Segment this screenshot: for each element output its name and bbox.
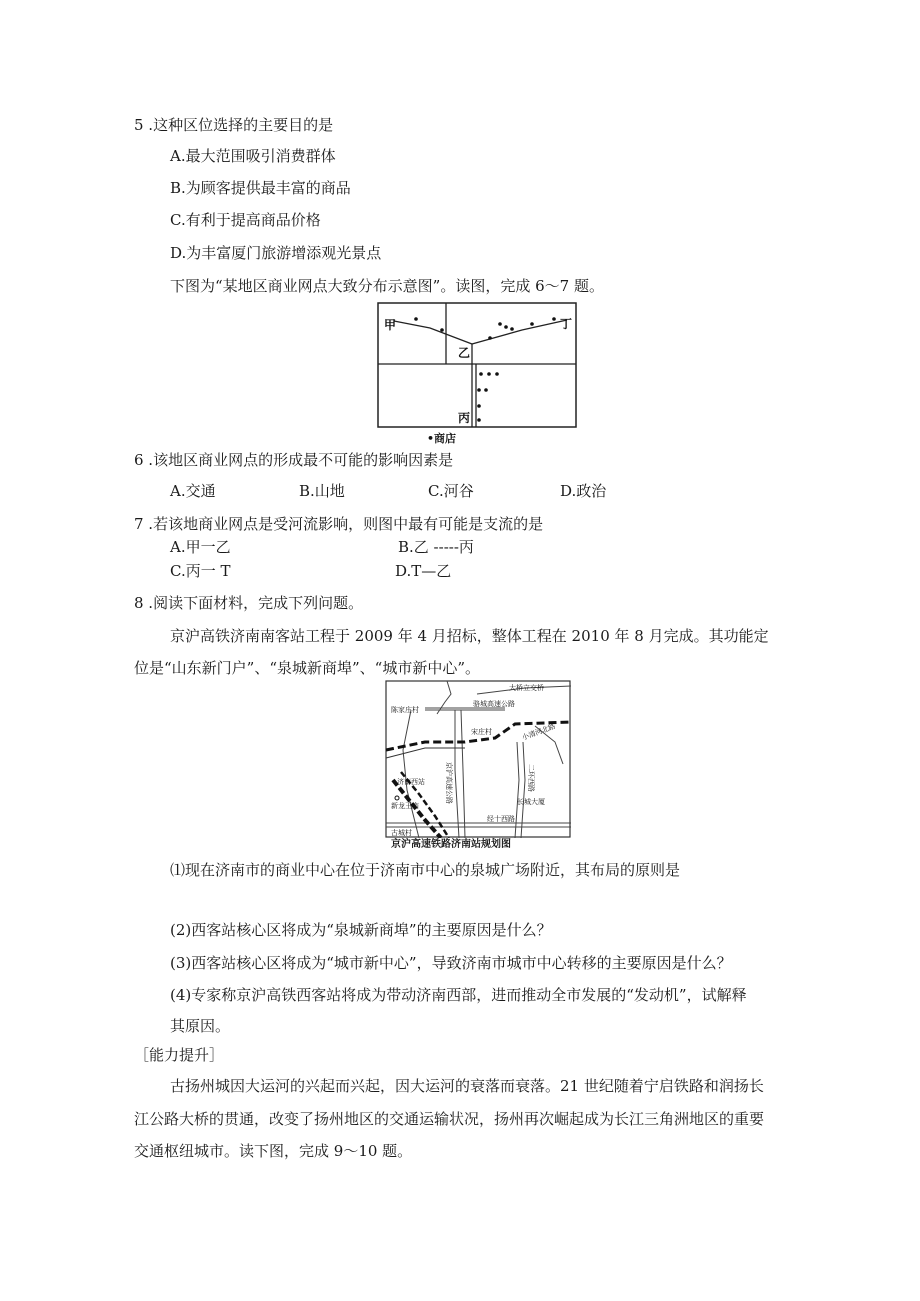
q5-option-b: B.为顾客提供最丰富的商品	[170, 179, 351, 197]
label-jingshixi: 经十西路	[487, 815, 515, 823]
q6-option-b: B.山地	[299, 482, 345, 500]
label-gucheng: 古城村	[391, 829, 412, 837]
q5-option-d: D.为丰富厦门旅游增添观光景点	[170, 244, 382, 262]
legend-shop: •商店	[427, 432, 457, 445]
label-ding: 丁	[560, 317, 573, 331]
label-erhuanxi: 二环西路	[527, 764, 535, 792]
label-changcheng: 长城大厦	[517, 798, 545, 806]
label-daqiao: 大桥立交桥	[509, 684, 544, 692]
q7-option-b: B.乙 -----丙	[398, 538, 474, 556]
q8-material-line1: 京沪高铁济南南客站工程于 2009 年 4 月招标，整体工程在 2010 年 8 月完成。其功能定	[170, 627, 769, 645]
q6-option-a: A.交通	[170, 482, 216, 500]
q8-material-line2: 位是“山东新门户”、“泉城新商埠”、“城市新中心”。	[134, 659, 481, 677]
q5-option-c: C.有利于提高商品价格	[170, 211, 321, 229]
q8-sub3: (3)西客站核心区将成为“城市新中心”，导致济南市城市中心转移的主要原因是什么？	[170, 954, 732, 972]
q6-option-d: D.政治	[560, 482, 607, 500]
label-luocheng: 骆城高速公路	[473, 700, 515, 708]
label-bing: 丙	[458, 411, 471, 425]
q6-option-c: C.河谷	[428, 482, 474, 500]
q6-stem: 6 .该地区商业网点的形成最不可能的影响因素是	[134, 451, 454, 469]
ability-para-line2: 江公路大桥的贯通，改变了扬州地区的交通运输状况，扬州再次崛起成为长江三角洲地区的重要	[134, 1110, 765, 1128]
label-jinanxizhan: 济南西站	[397, 778, 425, 786]
label-chenjiazhuang: 陈家庄村	[391, 706, 419, 714]
jinan-station-map	[385, 680, 571, 838]
q8-sub4-line2: 其原因。	[170, 1017, 231, 1035]
q7-option-a: A.甲一乙	[170, 538, 231, 556]
q7-option-c: C.丙一 T	[170, 562, 231, 580]
label-xinlongwang: 新龙王庙	[391, 802, 419, 810]
q8-sub1: ⑴现在济南市的商业中心在位于济南市中心的泉城广场附近，其布局的原则是	[170, 861, 681, 879]
label-xiaoqinghe: 小清河北路	[520, 722, 557, 742]
label-yi: 乙	[458, 346, 471, 360]
q5-option-a: A.最大范围吸引消费群体	[170, 147, 336, 165]
q8-sub2: (2)西客站核心区将成为“泉城新商埠”的主要原因是什么？	[170, 921, 552, 939]
ability-heading: ［能力提升］	[134, 1046, 225, 1064]
intro-6-7: 下图为“某地区商业网点大致分布示意图”。读图，完成 6～7 题。	[170, 277, 604, 295]
q7-stem: 7 .若该地商业网点是受河流影响，则图中最有可能是支流的是	[134, 515, 544, 533]
q8-stem: 8 .阅读下面材料，完成下列问题。	[134, 594, 364, 612]
map-caption: 京沪高速铁路济南站规划图	[391, 839, 511, 850]
q7-option-d: D.T—乙	[395, 562, 452, 580]
ability-para-line1: 古扬州城因大运河的兴起而兴起，因大运河的衰落而衰落。21 世纪随着宁启铁路和润扬长	[170, 1077, 764, 1095]
label-songzhuang: 宋庄村	[471, 728, 492, 736]
q5-stem: 5 .这种区位选择的主要目的是	[134, 116, 334, 134]
label-jia: 甲	[384, 318, 397, 332]
commercial-network-figure	[372, 302, 582, 447]
q8-sub4-line1: (4)专家称京沪高铁西客站将成为带动济南西部，进而推动全市发展的“发动机”，试解释	[170, 986, 747, 1004]
label-jinghugaosu: 京沪高速公路	[445, 762, 453, 804]
ability-para-line3: 交通枢纽城市。读下图，完成 9～10 题。	[134, 1142, 413, 1160]
